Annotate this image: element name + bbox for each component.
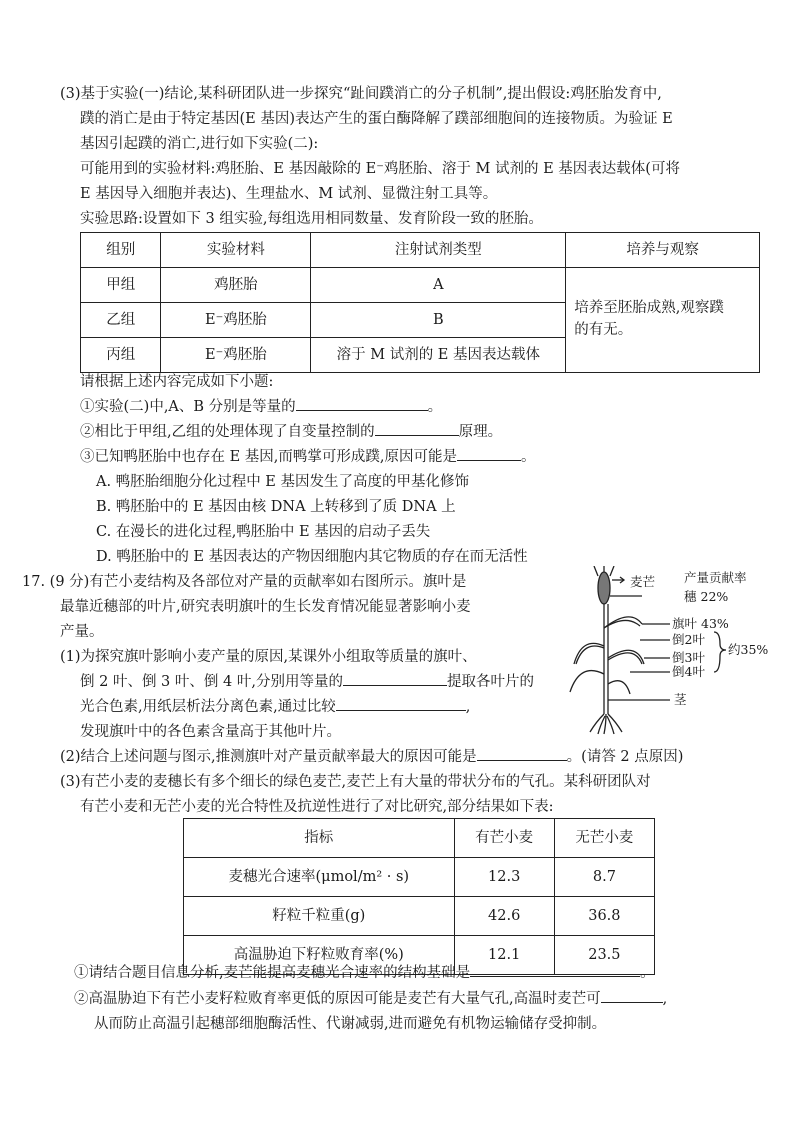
answer-blank[interactable] bbox=[601, 988, 663, 1003]
header-group: 组别 bbox=[81, 233, 161, 268]
q17-part2 bbox=[60, 746, 683, 768]
q17-part1-line-2 bbox=[80, 671, 534, 693]
row-group: 甲组 bbox=[81, 268, 161, 303]
answer-blank[interactable] bbox=[296, 396, 428, 411]
fig-awn-label: 麦芒 bbox=[630, 574, 656, 589]
wheat-figure bbox=[560, 566, 770, 736]
fig-stem-label: 茎 bbox=[674, 692, 687, 707]
table-row bbox=[81, 268, 760, 303]
q17-part1-line-2-end: 提取各叶片的 bbox=[446, 674, 534, 690]
answer-blank[interactable] bbox=[336, 696, 466, 711]
q17-part1-line-3-end: , bbox=[465, 699, 471, 715]
experiment-table-header bbox=[81, 233, 760, 268]
q16-sub3-text: ③已知鸭胚胎中也存在 E 基因,而鸭掌可形成蹼,原因可能是 bbox=[80, 449, 458, 465]
q17-part1-line-4: 发现旗叶中的各色素含量高于其他叶片。 bbox=[80, 724, 341, 740]
q17-part1-line-3 bbox=[80, 696, 470, 718]
header-awnless: 无芒小麦 bbox=[554, 819, 654, 858]
row-awnless: 23.5 bbox=[554, 936, 654, 975]
row-group: 丙组 bbox=[81, 338, 161, 373]
row-metric: 麦穗光合速率(μmol/m² · s) bbox=[184, 858, 455, 897]
row-reagent: A bbox=[311, 268, 566, 303]
row-material: 鸡胚胎 bbox=[161, 268, 311, 303]
q17-part3-line-2: 有芒小麦和无芒小麦的光合特性及抗逆性进行了对比研究,部分结果如下表: bbox=[80, 799, 554, 815]
table-row bbox=[184, 858, 655, 897]
answer-blank[interactable] bbox=[457, 446, 521, 461]
row-awned: 12.3 bbox=[454, 858, 554, 897]
q17-part1-line-3-text: 光合色素,用纸层析法分离色素,通过比较 bbox=[80, 699, 336, 715]
fig-group-value: 约35% bbox=[728, 642, 769, 657]
q16-sub2 bbox=[80, 421, 502, 443]
option-b: B. 鸭胚胎中的 E 基因由核 DNA 上转移到了质 DNA 上 bbox=[96, 499, 456, 515]
q16-sub3-end: 。 bbox=[521, 449, 536, 465]
q16-intro-line-5: E 基因导入细胞并表达)、生理盐水、M 试剂、显微注射工具等。 bbox=[80, 186, 498, 202]
fig-label-flag-value: 43% bbox=[701, 616, 729, 631]
option-c: C. 在漫长的进化过程,鸭胚胎中 E 基因的启动子丢失 bbox=[96, 524, 431, 540]
q16-intro-line-3: 基因引起蹼的消亡,进行如下实验(二): bbox=[80, 136, 319, 152]
q17-part3-line-1: (3)有芒小麦的麦穗长有多个细长的绿色麦芒,麦芒上有大量的带状分布的气孔。某科研团队对 bbox=[60, 774, 651, 790]
experiment-table bbox=[80, 232, 760, 373]
q17-sub2-end: , bbox=[662, 991, 668, 1007]
q17-sub2-text: ②高温胁迫下有芒小麦籽粒败育率更低的原因可能是麦芒有大量气孔,高温时麦芒可 bbox=[74, 991, 601, 1007]
q17-intro-line-3: 产量。 bbox=[60, 624, 104, 640]
table-row bbox=[184, 897, 655, 936]
fig-label-flag-name: 旗叶 bbox=[672, 616, 698, 631]
q16-intro-line-2: 蹼的消亡是由于特定基因(E 基因)表达产生的蛋白酶降解了蹼部细胞间的连接物质。为验证 E bbox=[80, 111, 673, 127]
header-observe: 培养与观察 bbox=[566, 233, 760, 268]
q17-part2-end: 。(请答 2 点原因) bbox=[566, 749, 684, 765]
q17-sub1-text: ①请结合题目信息分析,麦芒能提高麦穗光合速率的结构基础是 bbox=[74, 965, 471, 981]
q17-sub1-end: 。 bbox=[640, 965, 655, 981]
fig-label-ear-value: 22% bbox=[700, 589, 729, 604]
q16-sub2-text: ②相比于甲组,乙组的处理体现了自变量控制的 bbox=[80, 424, 375, 440]
fig-title: 产量贡献率 bbox=[684, 570, 747, 585]
q16-sub1-end: 。 bbox=[427, 399, 443, 415]
q17-sub1 bbox=[74, 962, 655, 984]
q16-intro-line-6: 实验思路:设置如下 3 组实验,每组选用相同数量、发育阶段一致的胚胎。 bbox=[80, 211, 543, 227]
row-material: E⁻鸡胚胎 bbox=[161, 303, 311, 338]
row-awnless: 8.7 bbox=[554, 858, 654, 897]
row-group: 乙组 bbox=[81, 303, 161, 338]
q16-intro-line-4: 可能用到的实验材料:鸡胚胎、E 基因敲除的 E⁻鸡胚胎、溶于 M 试剂的 E 基因表达载体(可将 bbox=[80, 161, 680, 177]
row-reagent: B bbox=[311, 303, 566, 338]
row-reagent: 溶于 M 试剂的 E 基因表达载体 bbox=[311, 338, 566, 373]
q17-intro-line-1: 17. (9 分)有芒小麦结构及各部位对产量的贡献率如右图所示。旗叶是 bbox=[22, 574, 467, 590]
wheat-ear-icon bbox=[598, 572, 610, 604]
option-d: D. 鸭胚胎中的 E 基因表达的产物因细胞内其它物质的存在而无活性 bbox=[96, 549, 528, 565]
q16-sub2-end: 原理。 bbox=[458, 424, 503, 440]
row-metric: 高温胁迫下籽粒败育率(%) bbox=[184, 936, 455, 975]
observe-line-1: 培养至胚胎成熟,观察蹼 bbox=[574, 300, 724, 317]
row-material: E⁻鸡胚胎 bbox=[161, 338, 311, 373]
row-awned: 12.1 bbox=[454, 936, 554, 975]
row-awned: 42.6 bbox=[454, 897, 554, 936]
q17-part2-text: (2)结合上述问题与图示,推测旗叶对产量贡献率最大的原因可能是 bbox=[60, 749, 477, 765]
fig-label-ear-name: 穗 bbox=[684, 589, 697, 604]
fig-label-leaf3: 倒3叶 bbox=[672, 650, 705, 665]
q16-prompt: 请根据上述内容完成如下小题: bbox=[80, 374, 274, 390]
wheat-comparison-table bbox=[183, 818, 655, 975]
q16-sub1-text: ①实验(二)中,A、B 分别是等量的 bbox=[80, 399, 296, 415]
answer-blank[interactable] bbox=[470, 962, 640, 977]
fig-label-leaf2: 倒2叶 bbox=[672, 632, 705, 647]
header-reagent: 注射试剂类型 bbox=[311, 233, 566, 268]
q16-intro-line-1: (3)基于实验(一)结论,某科研团队进一步探究“趾间蹼消亡的分子机制”,提出假设:鸡胚胎发育中, bbox=[60, 86, 662, 102]
answer-blank[interactable] bbox=[375, 421, 459, 436]
option-a: A. 鸭胚胎细胞分化过程中 E 基因发生了高度的甲基化修饰 bbox=[96, 474, 469, 490]
answer-blank[interactable] bbox=[343, 671, 447, 686]
row-metric: 籽粒千粒重(g) bbox=[184, 897, 455, 936]
fig-label-leaf4: 倒4叶 bbox=[672, 664, 705, 679]
q17-part1-line-1: (1)为探究旗叶影响小麦产量的原因,某课外小组取等质量的旗叶、 bbox=[60, 649, 477, 665]
header-material: 实验材料 bbox=[161, 233, 311, 268]
q17-sub2 bbox=[74, 988, 667, 1010]
wheat-table-header bbox=[184, 819, 655, 858]
observe-cell bbox=[566, 268, 760, 373]
observe-line-2: 的有无。 bbox=[574, 322, 633, 338]
q16-sub1 bbox=[80, 396, 442, 418]
row-awnless: 36.8 bbox=[554, 897, 654, 936]
q16-sub3 bbox=[80, 446, 536, 468]
q17-part1-line-2-text: 倒 2 叶、倒 3 叶、倒 4 叶,分别用等量的 bbox=[80, 674, 343, 690]
q17-intro-line-2: 最靠近穗部的叶片,研究表明旗叶的生长发育情况能显著影响小麦 bbox=[60, 599, 471, 615]
answer-blank[interactable] bbox=[477, 746, 567, 761]
header-metric: 指标 bbox=[184, 819, 455, 858]
fig-label-ear bbox=[684, 587, 728, 606]
header-awned: 有芒小麦 bbox=[454, 819, 554, 858]
q17-sub2-line-2: 从而防止高温引起穗部细胞酶活性、代谢减弱,进而避免有机物运输储存受抑制。 bbox=[94, 1016, 607, 1032]
